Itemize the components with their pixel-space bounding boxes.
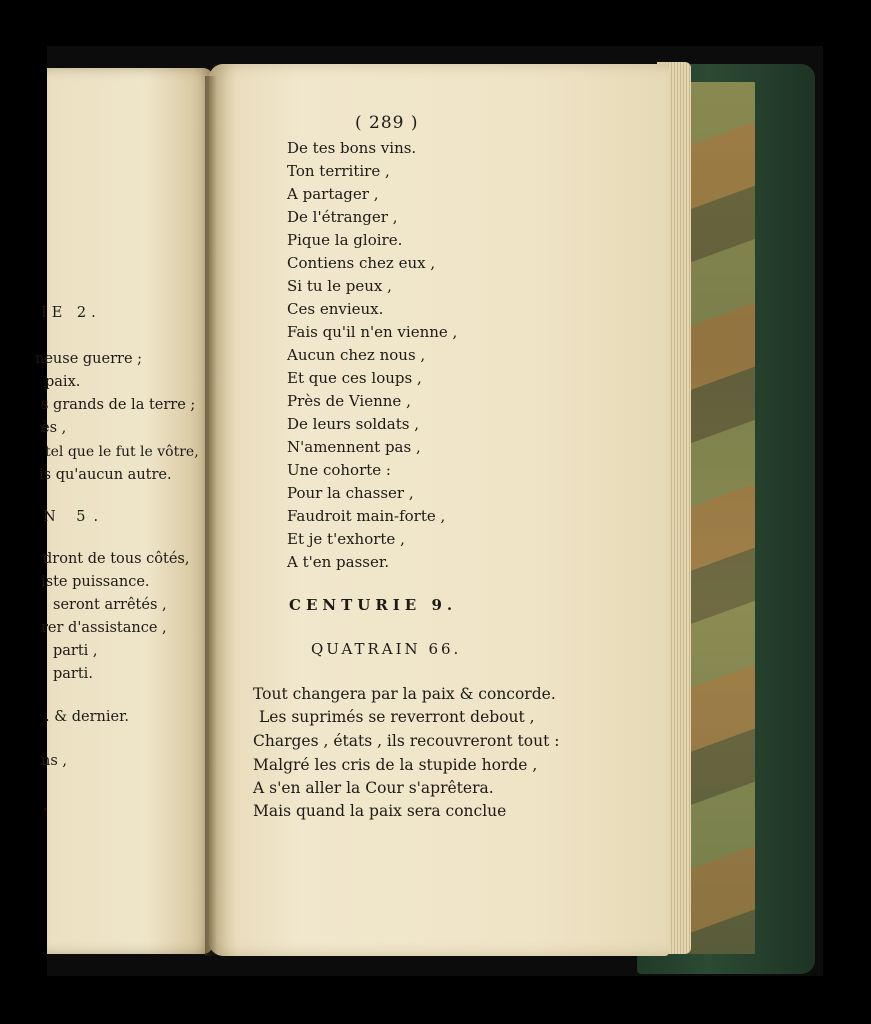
left-line: dront de tous côtés, <box>43 551 190 567</box>
left-line: IE 2. <box>41 305 101 321</box>
verse-line: Fais qu'il n'en vienne , <box>287 323 458 341</box>
left-line: parti , <box>53 643 98 659</box>
verse-line: A partager , <box>287 185 379 203</box>
left-page <box>35 68 213 954</box>
marbled-endpaper <box>689 82 755 954</box>
quatrain-line: Mais quand la paix sera conclue <box>253 802 507 820</box>
verse-line: Si tu le peux , <box>287 277 392 295</box>
quatrain-line: A s'en aller la Cour s'aprêtera. <box>253 779 494 797</box>
verse-line: Pour la chasser , <box>287 484 414 502</box>
verse-line: Et je t'exhorte , <box>287 530 405 548</box>
quatrain-line: Tout changera par la paix & concorde. <box>253 685 556 703</box>
verse-line: A t'en passer. <box>287 553 390 571</box>
verse-line: N'amennent pas , <box>287 438 421 456</box>
quatrain-line: Les suprimés se reverront debout , <box>259 708 535 726</box>
left-line: seront arrêtés , <box>53 597 167 613</box>
quatrain-line: Malgré les cris de la stupide horde , <box>253 756 538 774</box>
left-line: rer d'assistance , <box>41 620 167 636</box>
verse-line: Et que ces loups , <box>287 369 422 387</box>
verse-line: Ton territire , <box>287 162 390 180</box>
left-line: tel que le fut le vôtre, <box>45 444 199 460</box>
verse-line: Faudroit main-forte , <box>287 507 446 525</box>
left-line: , <box>43 797 48 813</box>
verse-line: De tes bons vins. <box>287 139 417 157</box>
verse-line: De leurs soldats , <box>287 415 419 433</box>
left-line: paix. <box>45 374 81 390</box>
left-line: is qu'aucun autre. <box>39 467 172 483</box>
left-line: . & dernier. <box>45 709 130 725</box>
book-scan <box>35 46 823 976</box>
page-number: ( 289 ) <box>355 113 419 133</box>
centurie-heading: CENTURIE 9. <box>289 596 458 614</box>
quatrain-heading: QUATRAIN 66. <box>311 640 462 658</box>
left-line: parti. <box>53 666 93 682</box>
verse-line: Près de Vienne , <box>287 392 411 410</box>
verse-line: Contiens chez eux , <box>287 254 436 272</box>
left-line: neuse guerre ; <box>35 351 143 367</box>
left-line: ès , <box>41 420 67 436</box>
verse-line: Aucun chez nous , <box>287 346 426 364</box>
verse-line: Une cohorte : <box>287 461 391 479</box>
book-gutter <box>205 76 217 956</box>
verse-line: Pique la gloire. <box>287 231 403 249</box>
left-line: ns , <box>41 753 67 769</box>
left-line: N 5. <box>43 509 107 525</box>
verse-line: Ces envieux. <box>287 300 384 318</box>
verse-line: De l'étranger , <box>287 208 398 226</box>
left-line: iste puissance. <box>41 574 150 590</box>
left-line: s grands de la terre ; <box>41 397 196 413</box>
right-page <box>209 64 669 956</box>
quatrain-line: Charges , états , ils recouvreront tout : <box>253 732 560 750</box>
